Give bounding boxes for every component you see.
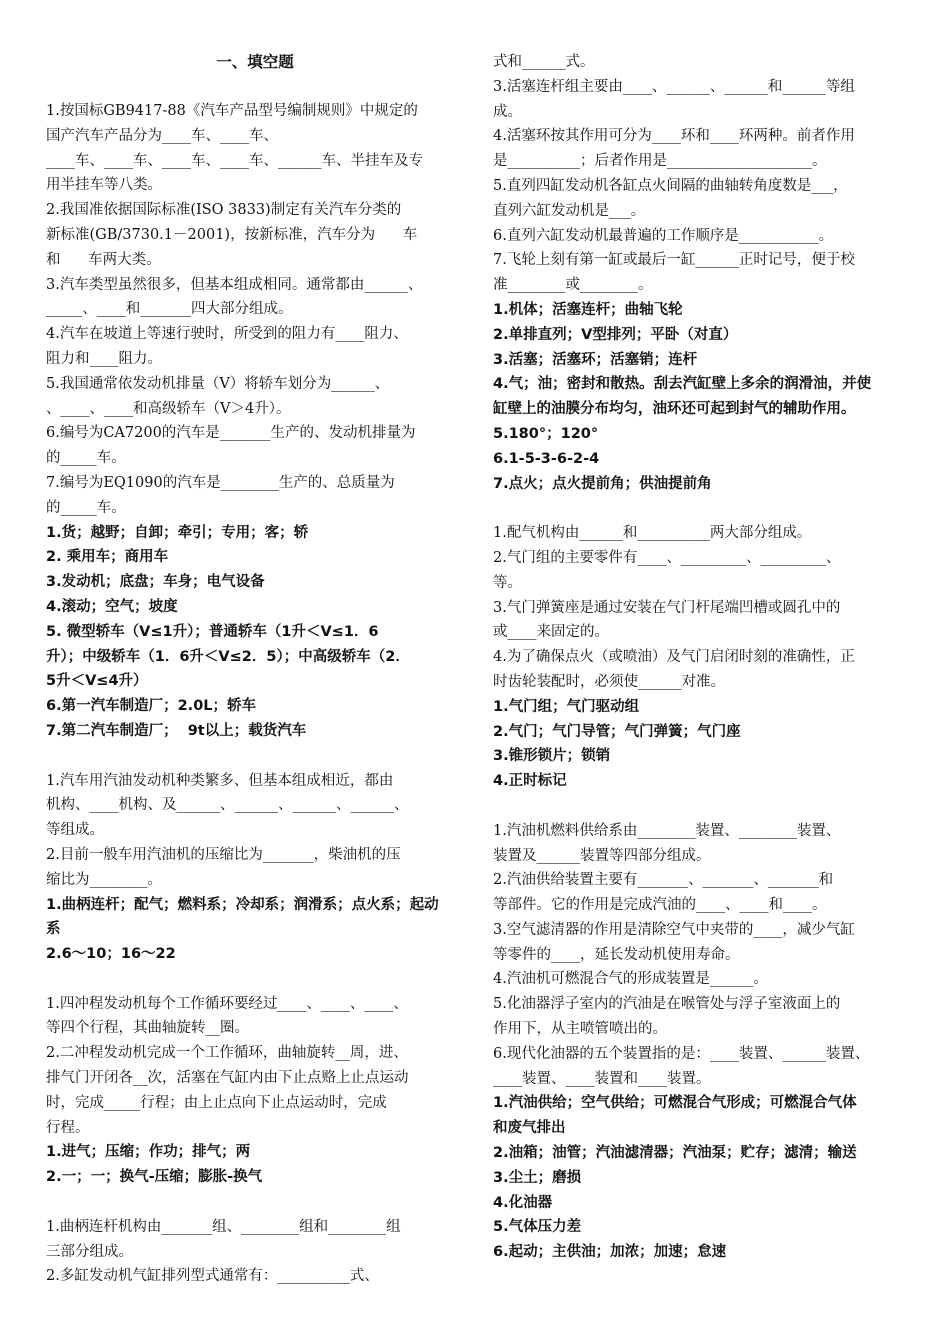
answer-line: 5.气体压力差 <box>493 1219 582 1236</box>
question-line: 7.编号为EQ1090的汽车是________生产的、总质量为 <box>46 474 395 491</box>
answer-line: 3.发动机；底盘；车身；电气设备 <box>46 574 265 591</box>
question-line: 7.飞轮上刻有第一缸或最后一缸______正时记号，便于校 <box>493 252 855 269</box>
section-gap <box>46 967 464 992</box>
question-line: 的_____车。 <box>46 450 126 467</box>
question-line: 4.为了确保点火（或喷油）及气门启闭时刻的准确性，正 <box>493 649 855 666</box>
question-section <box>46 1215 464 1289</box>
section-gap <box>46 1190 464 1215</box>
answer-line: 2.一；一；换气-压缩；膨胀-换气 <box>46 1169 263 1186</box>
answer-line: 缸壁上的油膜分布均匀，油环还可起到封气的辅助作用。 <box>493 401 856 418</box>
question-line: 5.化油器浮子室内的汽油是在喉管处与浮子室液面上的 <box>493 996 841 1013</box>
question-line: 2.二冲程发动机完成一个工作循环，曲轴旋转__周，进、 <box>46 1045 408 1062</box>
question-line: 2.汽油供给装置主要有_______、_______、_______和 <box>493 872 834 889</box>
answer-line: 6.第一汽车制造厂；2.0L；轿车 <box>46 698 257 715</box>
question-line: ____车、____车、____车、____车、______车、半挂车及专 <box>46 152 423 169</box>
question-line: 等零件的____，延长发动机使用寿命。 <box>493 946 740 963</box>
answer-line: 7.第二汽车制造厂； 9t以上；载货汽车 <box>46 722 307 739</box>
question-line: 2.多缸发动机气缸排列型式通常有：__________式、 <box>46 1268 379 1285</box>
answer-line: 2.油箱；油管；汽油滤清器；汽油泵；贮存；滤清；输送 <box>493 1145 857 1162</box>
answer-line: 4.正时标记 <box>493 773 567 790</box>
question-section <box>493 521 911 794</box>
question-line: 用半挂车等八类。 <box>46 177 162 194</box>
question-section <box>493 819 911 1265</box>
answer-line: 5升＜V≤4升） <box>46 673 148 690</box>
question-line: 等四个行程，其曲轴旋转__圈。 <box>46 1020 249 1037</box>
question-line: 6.编号为CA7200的汽车是_______生产的、发动机排量为 <box>46 425 416 442</box>
question-line: 缩比为________。 <box>46 871 162 888</box>
question-line: 1.四冲程发动机每个工作循环要经过____、____、____、 <box>46 995 408 1012</box>
right-content <box>493 50 911 1265</box>
question-line: 作用下，从主喷管喷出的。 <box>493 1021 667 1038</box>
answer-line: 6.1-5-3-6-2-4 <box>493 450 600 467</box>
question-section <box>493 50 911 496</box>
answer-line: 3.锥形锁片；锁销 <box>493 748 611 765</box>
question-line: 5.直列四缸发动机各缸点火间隔的曲轴转角度数是___， <box>493 177 848 194</box>
answer-line: 1.气门组；气门驱动组 <box>493 698 640 715</box>
answer-line: 1.机体；活塞连杆；曲轴飞轮 <box>493 301 683 318</box>
question-line: 直列六缸发动机是___。 <box>493 202 646 219</box>
question-line: _____、____和_______四大部分组成。 <box>46 301 293 318</box>
question-line: 1.按国标GB9417-88《汽车产品型号编制规则》中规定的 <box>46 103 418 119</box>
question-line: 、____、____和高级轿车（V＞4升）。 <box>46 400 291 417</box>
answer-line: 5. 微型轿车（V≤1升）；普通轿车（1升＜V≤1．6 <box>46 623 379 640</box>
answer-line: 1.货；越野；自卸；牵引；专用；客；轿 <box>46 524 309 541</box>
question-line: 行程。 <box>46 1119 90 1136</box>
question-line: 3.汽车类型虽然很多，但基本组成相同。通常都由______、 <box>46 276 423 293</box>
answer-line: 系 <box>46 921 61 938</box>
question-section <box>46 769 464 967</box>
question-line: 4.活塞环按其作用可分为____环和____环两种。前者作用 <box>493 128 855 145</box>
question-line: 5.我国通常依发动机排量（V）将轿车划分为______、 <box>46 375 390 392</box>
answer-line: 1.曲柄连杆；配气；燃料系；冷却系；润滑系；点火系；起动 <box>46 896 439 913</box>
left-column <box>46 50 464 1289</box>
question-line: 1.汽车用汽油发动机种类繁多、但基本组成相近，都由 <box>46 772 394 789</box>
answer-line: 1.汽油供给；空气供给；可燃混合气形成；可燃混合气体 <box>493 1095 857 1112</box>
answer-line: 2.气门；气门导管；气门弹簧；气门座 <box>493 723 741 740</box>
question-line: 3.活塞连杆组主要由____、______、______和______等组 <box>493 78 855 95</box>
question-line: 三部分组成。 <box>46 1243 133 1260</box>
answer-line: 和废气排出 <box>493 1120 566 1137</box>
question-line: 2.目前一般车用汽油机的压缩比为_______，柴油机的压 <box>46 846 401 863</box>
page-title: 一、填空题 <box>216 52 294 71</box>
question-line: 4.汽车在坡道上等速行驶时，所受到的阻力有____阻力、 <box>46 326 408 343</box>
question-line: 时，完成_____行程；由上止点向下止点运动时，完成 <box>46 1094 387 1111</box>
question-line: 成。 <box>493 103 522 120</box>
question-line: 等。 <box>493 574 522 591</box>
question-line: 装置及______装置等四部分组成。 <box>493 847 711 864</box>
question-line: 等部件。它的作用是完成汽油的____、____和____。 <box>493 897 827 914</box>
question-section <box>46 99 464 744</box>
answer-line: 6.起动；主供油；加浓；加速；怠速 <box>493 1244 727 1261</box>
section-gap <box>46 744 464 769</box>
section-gap <box>493 496 911 521</box>
left-content <box>46 99 464 1289</box>
answer-line: 4.化油器 <box>493 1194 553 1211</box>
answer-line: 2.6～10；16～22 <box>46 946 176 963</box>
question-line: 式和______式。 <box>493 54 595 70</box>
question-line: 的_____车。 <box>46 499 126 516</box>
question-line: 准________或________。 <box>493 277 653 294</box>
question-line: 排气门开闭各__次，活塞在气缸内由下止点赂上止点运动 <box>46 1070 409 1087</box>
answer-line: 2. 乘用车；商用车 <box>46 549 169 566</box>
answer-line: 2.单排直列；V型排列；平卧（对直） <box>493 326 738 343</box>
question-line: 2.我国准依据国际标准(ISO 3833)制定有关汽车分类的 <box>46 202 402 219</box>
question-line: 3.气门弹簧座是通过安装在气门杆尾端凹槽或圆孔中的 <box>493 599 841 616</box>
question-line: 2.气门组的主要零件有____、_________、_________、 <box>493 549 841 566</box>
section-gap <box>493 794 911 819</box>
question-line: 6.直列六缸发动机最普遍的工作顺序是___________。 <box>493 227 834 244</box>
question-line: 和 车两大类。 <box>46 251 161 268</box>
question-line: 4.汽油机可燃混合气的形成装置是______。 <box>493 971 768 988</box>
question-line: 时齿轮装配时，必须使______对准。 <box>493 673 725 690</box>
answer-line: 升）；中级轿车（1．6升＜V≤2．5）；中高级轿车（2． <box>46 648 410 665</box>
question-section <box>46 992 464 1190</box>
question-line: ____装置、____装置和____装置。 <box>493 1070 711 1087</box>
answer-line: 3.活塞；活塞环；活塞销；连杆 <box>493 351 698 368</box>
question-line: 阻力和____阻力。 <box>46 350 162 367</box>
answer-line: 5.180°；120° <box>493 425 599 442</box>
answer-line: 7.点火；点火提前角；供油提前角 <box>493 475 712 492</box>
answer-line: 4.气；油；密封和散热。刮去汽缸壁上多余的润滑油，并使 <box>493 376 872 393</box>
answer-line: 1.进气；压缩；作功；排气；两 <box>46 1144 251 1161</box>
question-line: 国产汽车产品分为____车、____车、 <box>46 127 278 144</box>
question-line: 等组成。 <box>46 822 104 839</box>
answer-line: 3.尘土；磨损 <box>493 1169 582 1186</box>
question-line: 是__________；后者作用是____________________。 <box>493 153 827 170</box>
answer-line: 4.滚动；空气；坡度 <box>46 598 178 615</box>
question-line: 或____来固定的。 <box>493 624 609 641</box>
question-line: 1.汽油机燃料供给系由________装置、________装置、 <box>493 822 841 839</box>
question-line: 机构、____机构、及______、______、______、______、 <box>46 797 409 814</box>
right-column <box>493 50 911 1265</box>
question-line: 新标准(GB/3730.1－2001)，按新标准，汽车分为 车 <box>46 226 418 243</box>
question-line: 3.空气滤清器的作用是清除空气中夹带的____，减少气缸 <box>493 921 855 938</box>
question-line: 1.曲柄连杆机构由_______组、________组和________组 <box>46 1218 401 1235</box>
question-line: 6.现代化油器的五个装置指的是：____装置、______装置、 <box>493 1045 870 1062</box>
question-line: 1.配气机构由______和__________两大部分组成。 <box>493 525 812 542</box>
